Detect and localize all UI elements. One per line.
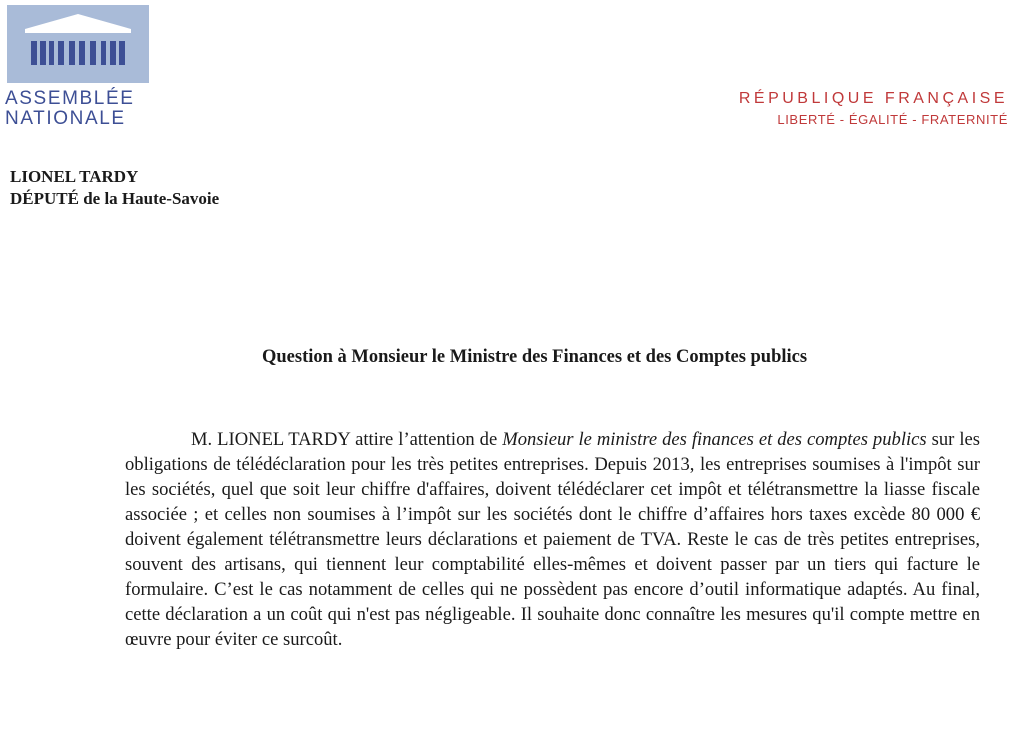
liberte-egalite-fraternite: LIBERTÉ - ÉGALITÉ - FRATERNITÉ — [777, 112, 1008, 127]
body-recipient: Monsieur le ministre des finances et des comptes publics — [502, 429, 927, 450]
logo-line-nationale: NATIONALE — [5, 108, 126, 129]
body-intro: M. LIONEL TARDY attire l’attention de — [191, 429, 503, 450]
body-text: sur les obligations de télédéclaration pour les très petites entreprises. Depuis 2013, les entreprises soumises à l'impôt sur les sociétés, quel que soit leur chiffre d'affaires, doivent télédéclarer cet impôt et télétransmettre la liasse fiscale associée ; et celles non soumises à l’impôt sur les sociétés dont le chiffre d’affaires hors taxes excède 80 000 € doivent également télétransmettre leurs déclarations et paiement de TVA. Reste le cas de très petites entreprises, souvent des artisans, qui tiennent leur comptabilité elles-mêmes et doivent passer par un tiers qui facture le formulaire. C’est le cas notamment de celles qui ne possèdent pas encore d’outil informatique adaptés. Au final, cette déclaration a un coût qui n'est pas négligeable. Il souhaite donc connaître les mesures qu'il compte mettre en œuvre pour éviter ce surcoût. — [125, 429, 980, 650]
author-title: DÉPUTÉ de la Haute-Savoie — [10, 189, 220, 208]
hemicycle-icon — [7, 5, 149, 83]
question-body — [125, 427, 980, 652]
author-name: LIONEL TARDY — [10, 167, 139, 186]
logo-line-assemblee: ASSEMBLÉE — [5, 88, 135, 109]
question-heading: Question à Monsieur le Ministre des Finances et des Comptes publics — [262, 347, 808, 367]
republic-motto — [739, 88, 1008, 130]
author-block — [10, 166, 219, 210]
assemblee-nationale-logo — [5, 5, 153, 129]
republique-francaise: RÉPUBLIQUE FRANÇAISE — [738, 90, 1008, 107]
